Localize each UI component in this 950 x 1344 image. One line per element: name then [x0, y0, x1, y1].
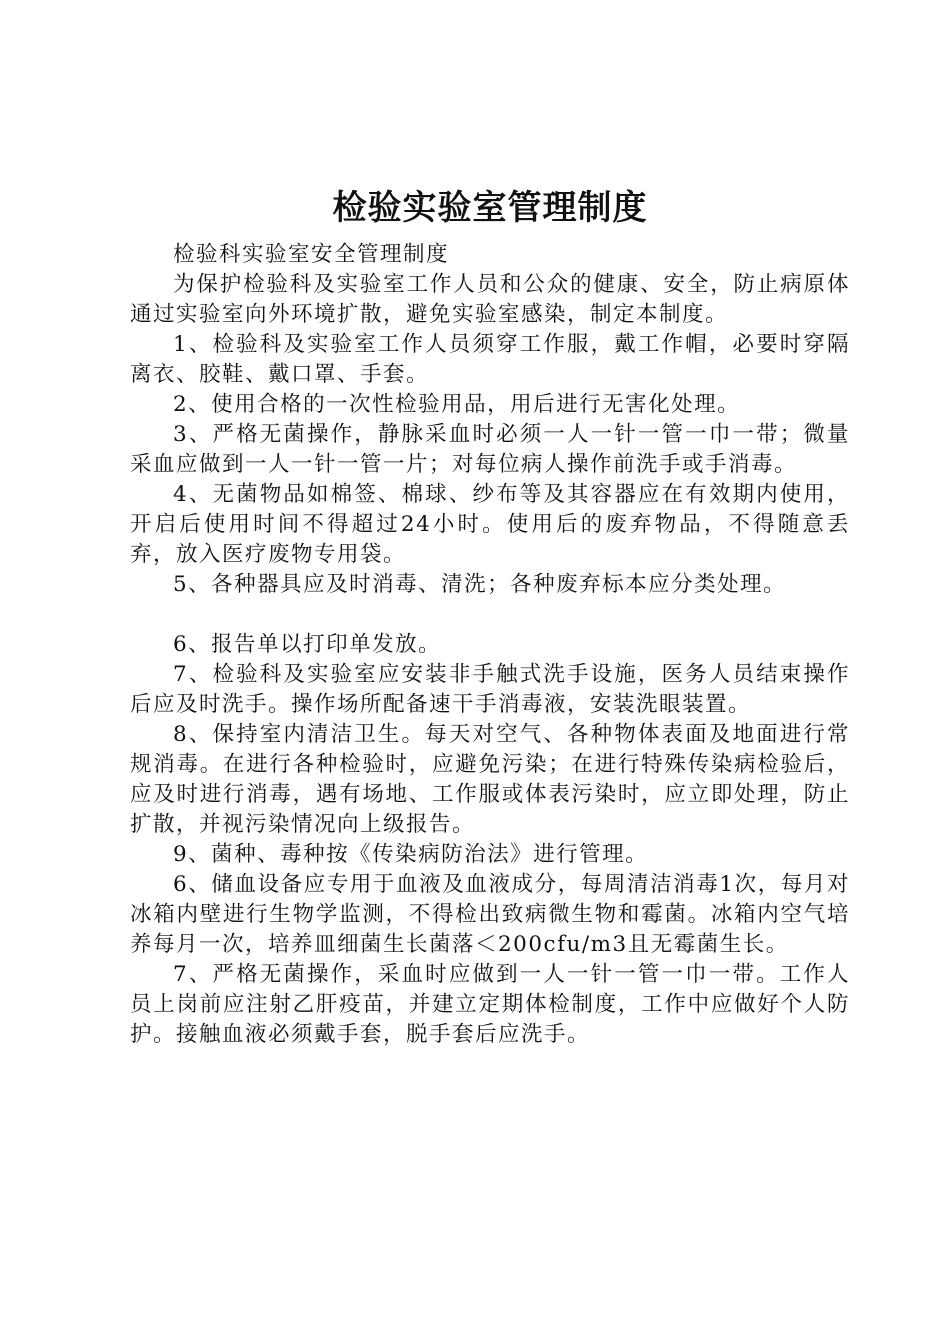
rule-paragraph-1: 1、检验科及实验室工作人员须穿工作服，戴工作帽，必要时穿隔离衣、胶鞋、戴口罩、手套。: [130, 332, 850, 387]
rule-paragraph-3: 3、严格无菌操作，静脉采血时必须一人一针一管一巾一带；微量采血应做到一人一针一管一片；对每位病人操作前洗手或手消毒。: [130, 422, 850, 477]
rule-paragraph-2: 2、使用合格的一次性检验用品，用后进行无害化处理。: [173, 392, 741, 417]
rule-paragraph-7: 7、检验科及实验室应安装非手触式洗手设施，医务人员结束操作后应及时洗手。操作场所配备速干手消毒液，安装洗眼装置。: [130, 662, 850, 717]
rule-paragraph-8: 8、保持室内清洁卫生。每天对空气、各种物体表面及地面进行常规消毒。在进行各种检验时，应避免污染；在进行特殊传染病检验后，应及时进行消毒，遇有场地、工作服或体表污染时，应立即处理，防止扩散，并视污染情况向上级报告。: [130, 722, 850, 837]
rule-paragraph-4: 4、无菌物品如棉签、棉球、纱布等及其容器应在有效期内使用，开启后使用时间不得超过24小时。使用后的废弃物品，不得随意丢弃，放入医疗废物专用袋。: [130, 482, 850, 567]
rule-paragraph-7b: 7、严格无菌操作，采血时应做到一人一针一管一巾一带。工作人员上岗前应注射乙肝疫苗，并建立定期体检制度，工作中应做好个人防护。接触血液必须戴手套，脱手套后应洗手。: [130, 962, 850, 1047]
rule-paragraph-6: 6、报告单以打印单发放。: [173, 632, 442, 657]
subtitle-paragraph: 检验科实验室安全管理制度: [173, 242, 450, 267]
intro-paragraph: 为保护检验科及实验室工作人员和公众的健康、安全，防止病原体通过实验室向外环境扩散，避免实验室感染，制定本制度。: [130, 272, 850, 327]
document-title: 检验实验室管理制度: [332, 188, 648, 228]
rule-paragraph-5: 5、各种器具应及时消毒、清洗；各种废弃标本应分类处理。: [173, 572, 787, 597]
rule-paragraph-6b: 6、储血设备应专用于血液及血液成分，每周清洁消毒1次，每月对冰箱内壁进行生物学监测，不得检出致病微生物和霉菌。冰箱内空气培养每月一次，培养皿细菌生长菌落＜200cfu/m3且无霉菌生长。: [130, 872, 850, 957]
paragraph-gap: [130, 600, 850, 630]
rule-paragraph-9: 9、菌种、毒种按《传染病防治法》进行管理。: [173, 842, 649, 867]
